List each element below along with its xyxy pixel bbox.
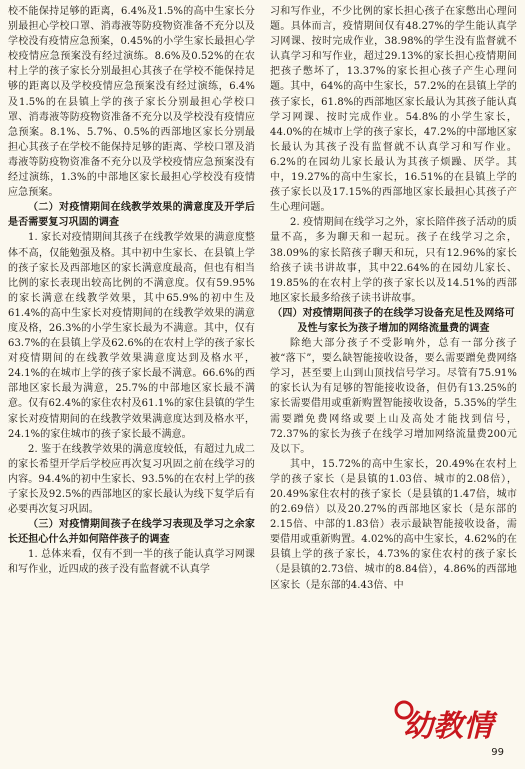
body-paragraph: 1. 总体来看，仅有不到一半的孩子能认真学习网课和写作业，近四成的孩子没有监督就不认真学 xyxy=(8,549,255,576)
body-paragraph: 其中，15.72%的高中生家长，20.49%在农村上学的孩子家长（是县镇的1.03倍、城市的2.08倍），20.49%家住农村的孩子家长（是县镇的1.47倍，城市的2.69倍）以及20.27%的西部地区家长（是东部的2.15倍、中部的1.83倍）表示最缺智能接收设备，需要借用或重新购置。4.02%的高中生家长，4.62%的在县镇上学的孩子家长，4.73%的家住农村的孩子家长（是县镇的2.73倍、城市的8.84倍），4.86%的西部地区家长（是东部的4.43倍、中 xyxy=(270,458,517,591)
section-heading: （二）对疫情期间在线教学效果的满意度及开学后是否需要复习巩固的调查 xyxy=(8,202,255,229)
body-paragraph: 除绝大部分孩子不受影响外，总有一部分孩子被“落下”，要么缺智能接收设备，要么需要蹭免费网络学习，甚至要上山到山顶找信号学习。尽管有75.91%的家长认为有足够的智能接收设备，但仍有13.25%的家长需要借用或重新购置智能接收设备，5.35%的学生需要蹭免费网络或要上山及高处才能找到信号，72.37%的家长为孩子在线学习增加网络流量费200元及以下。 xyxy=(270,338,517,455)
right-column xyxy=(270,4,517,593)
body-paragraph: 2. 疫情期间在线学习之外，家长陪伴孩子活动的质量不高，多为聊天和一起玩。孩子在线学习之余，38.09%的家长陪孩子聊天和玩，只有12.96%的家长给孩子读书讲故事，其中22.64%的在园幼儿家长、19.85%的在农村上学的孩子家长以及14.51%的西部地区家长最多给孩子读书讲故事。 xyxy=(270,217,517,304)
body-paragraph: 校不能保持足够的距离，6.4%及1.5%的高中生家长分别最担心学校口罩、消毒液等防疫物资准备不充分以及学校没有疫情应急预案，0.45%的小学生家长最担心学校疫情应急预案没有经过演练。8.6%及0.52%的在农村上学的孩子家长分别最担心其孩子在学校不能保持足够的距离以及学校疫情应急预案没有经过演练，6.4%及1.5%的在县镇上学的孩子家长分别最担心学校口罩、消毒液等防疫物资准备不充分以及学校没有疫情应急预案。8.1%、5.7%、0.5%的西部地区家长分别最担心其孩子在学校不能保持足够的距离、学校口罩及消毒液等防疫物资准备不充分以及学校疫情应急预案没有经过演练，1.3%的中部地区家长最担心学校没有疫情应急预案。 xyxy=(8,6,255,199)
left-column xyxy=(8,4,255,578)
section-heading: （三）对疫情期间孩子在线学习表现及学习之余家长还担心什么并如何陪伴孩子的调查 xyxy=(8,519,255,546)
body-paragraph: 习和写作业，不少比例的家长担心孩子在家憋出心理问题。具体而言，疫情期间仅有48.27%的学生能认真学习网课、按时完成作业，38.98%的学生没有监督就不认真学习和写作业，超过29.13%的家长担心疫情期间把孩子憋坏了，13.37%的家长担心孩子产生心理问题。其中，64%的高中生家长，57.2%的在县镇上学的孩子家长，61.8%的西部地区家长最认为其孩子能认真学习网课、按时完成作业。54.8%的小学生家长，44.0%的在城市上学的孩子家长，47.2%的中部地区家长最认为其孩子没有监督就不认真学习和写作业。6.2%的在园幼儿家长最认为其孩子烦躁、厌学。其中，19.27%的高中生家长，16.51%的在县镇上学的孩子家长以及17.15%的西部地区家长最担心其孩子产生心理问题。 xyxy=(270,6,517,214)
section-heading: （四）对疫情期间孩子的在线学习设备充足性及网络可及性与家长为孩子增加的网络流量费的调查 xyxy=(272,307,515,334)
body-paragraph: 1. 家长对疫情期间其孩子在线教学效果的满意度整体不高，仅能勉强及格。其中初中生家长、在县镇上学的孩子家长及西部地区的家长满意度最高，但也有相当比例的家长表现出较高比例的不满意度。仅有59.95%的家长满意在线教学效果，其中65.9%的初中生及61.4%的高中生家长对疫情期间的在线教学效果的满意度及格，26.3%的小学生家长最为不满意。其中，仅有63.7%的在县镇上学及62.6%的在农村上学的孩子家长对疫情期间的在线教学效果满意度达到及格水平，24.1%的在城市上学的孩子家长最不满意。66.6%的西部地区家长最为满意，25.7%的中部地区家长最不满意。仅有62.4%的家住农村及61.1%的家住县镇的学生家长对疫情期间的在线教学效果满意度达到及格水平，24.1%的家住城市的孩子家长最不满意。 xyxy=(8,232,255,440)
watermark-text: 幼教情 xyxy=(403,709,493,744)
body-paragraph: 2. 鉴于在线教学效果的满意度较低，有超过九成二的家长希望开学后学校应再次复习巩固之前在线学习的内容。94.4%的初中生家长、93.5%的在农村上学的孩子家长及92.5%的西部地区的家长最认为线下复学后有必要再次复习巩固。 xyxy=(8,443,255,516)
page-number: 99 xyxy=(491,747,504,758)
paper-page xyxy=(8,4,518,764)
watermark-logo xyxy=(390,690,500,750)
